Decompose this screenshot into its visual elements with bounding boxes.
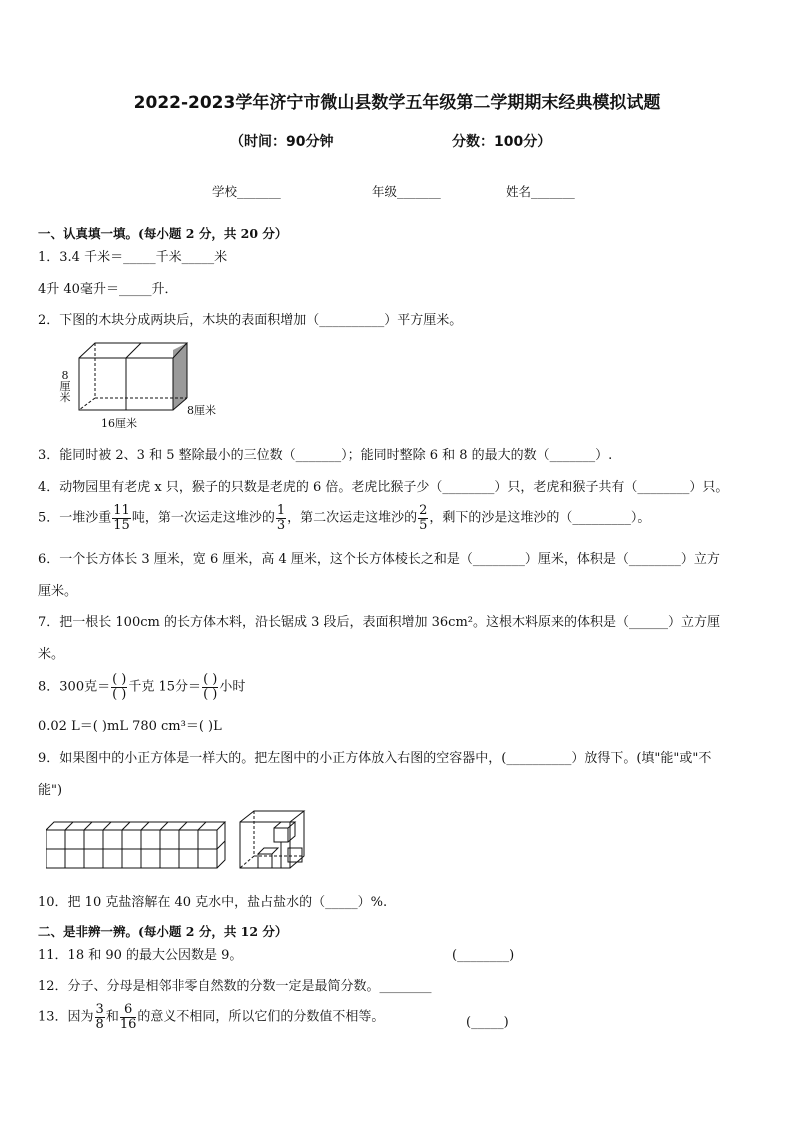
exam-time: （时间：90分钟 xyxy=(230,134,334,150)
question-3: 3．能同时被 2、3 和 5 整除最小的三位数（_______）；能同时整除 6 和 8 的最大的数（_______）. xyxy=(38,448,613,463)
fraction-11-15: $\frac{11}{15}$ xyxy=(113,503,130,533)
length-label: 16厘米 xyxy=(101,417,137,430)
question-1b: 4升 40毫升＝_____升． xyxy=(38,282,178,297)
section-2-title: 二、是非辨一辨。(每小题 2 分，共 12 分） xyxy=(38,924,288,939)
fraction-blank[interactable]: $\frac{( )}{( )}$ xyxy=(112,672,127,702)
question-11-answer[interactable]: (________) xyxy=(452,948,515,963)
name-field[interactable]: 姓名_______ xyxy=(506,184,575,199)
cuboid-figure xyxy=(55,340,235,432)
grade-field[interactable]: 年级_______ xyxy=(372,184,441,199)
cube-grid-figure xyxy=(46,816,231,872)
depth-label: 8厘米 xyxy=(187,404,216,417)
question-8: 8．300克＝ $\frac{( )}{( )}$ 千克 15分＝ $\frac{( )}{( )}$ 小时 xyxy=(38,672,246,702)
fraction-6-16: $\frac{6}{16}$ xyxy=(119,1002,137,1032)
fraction-blank[interactable]: $\frac{( )}{( )}$ xyxy=(203,672,218,702)
page-title: 2022-2023学年济宁市微山县数学五年级第二学期期末经典模拟试题 xyxy=(133,93,661,113)
fraction-2-5: $\frac{2}{5}$ xyxy=(419,503,428,533)
section-1-title: 一、认真填一填。(每小题 2 分，共 20 分） xyxy=(38,226,288,241)
school-field[interactable]: 学校_______ xyxy=(212,184,281,199)
question-10: 10．把 10 克盐溶解在 40 克水中，盐占盐水的（_____）%. xyxy=(38,895,388,910)
question-7b: 米。 xyxy=(38,647,65,662)
question-11: 11．18 和 90 的最大公因数是 9。 xyxy=(38,948,243,963)
question-8b: 0.02 L＝( )mL 780 cm³＝( )L xyxy=(38,719,222,734)
question-5: 5．一堆沙重 $\frac{11}{15}$ 吨，第一次运走这堆沙的 $\frac{1}{3}$ ，第二次运走这堆沙的 $\frac{2}{5}$ ，剩下的沙是这堆沙的（_________）。 xyxy=(38,503,651,533)
question-6a: 6．一个长方体长 3 厘米，宽 6 厘米，高 4 厘米，这个长方体棱长之和是（________）厘米，体积是（________）立方 xyxy=(38,552,720,567)
question-12: 12．分子、分母是相邻非零自然数的分数一定是最简分数。________ xyxy=(38,979,432,994)
question-7a: 7．把一根长 100cm 的长方体木料，沿长锯成 3 段后，表面积增加 36cm²。这根木料原来的体积是（______）立方厘 xyxy=(38,615,720,630)
height-label: 8 厘 米 xyxy=(59,369,71,404)
question-1a: 1．3.4 千米＝_____千米_____米 xyxy=(38,250,228,265)
question-9b: 能") xyxy=(38,783,63,798)
question-6b: 厘米。 xyxy=(38,584,78,599)
question-4: 4．动物园里有老虎 x 只，猴子的只数是老虎的 6 倍。老虎比猴子少（________）只，老虎和猴子共有（________）只。 xyxy=(38,480,729,495)
fraction-1-3: $\frac{1}{3}$ xyxy=(276,503,286,533)
fraction-3-8: $\frac{3}{8}$ xyxy=(95,1002,104,1032)
question-9a: 9．如果图中的小正方体是一样大的。把左图中的小正方体放入右图的空容器中，(__________）放得下。(填"能"或"不 xyxy=(38,751,712,766)
container-figure xyxy=(238,808,308,872)
question-2: 2．下图的木块分成两块后，木块的表面积增加（__________）平方厘米。 xyxy=(38,313,463,328)
exam-score: 分数：100分） xyxy=(452,134,552,150)
question-13-answer[interactable]: (_____) xyxy=(466,1015,509,1030)
question-13: 13．因为 $\frac{3}{8}$ 和 $\frac{6}{16}$ 的意义不相同，所以它们的分数值不相等。 xyxy=(38,1002,385,1032)
